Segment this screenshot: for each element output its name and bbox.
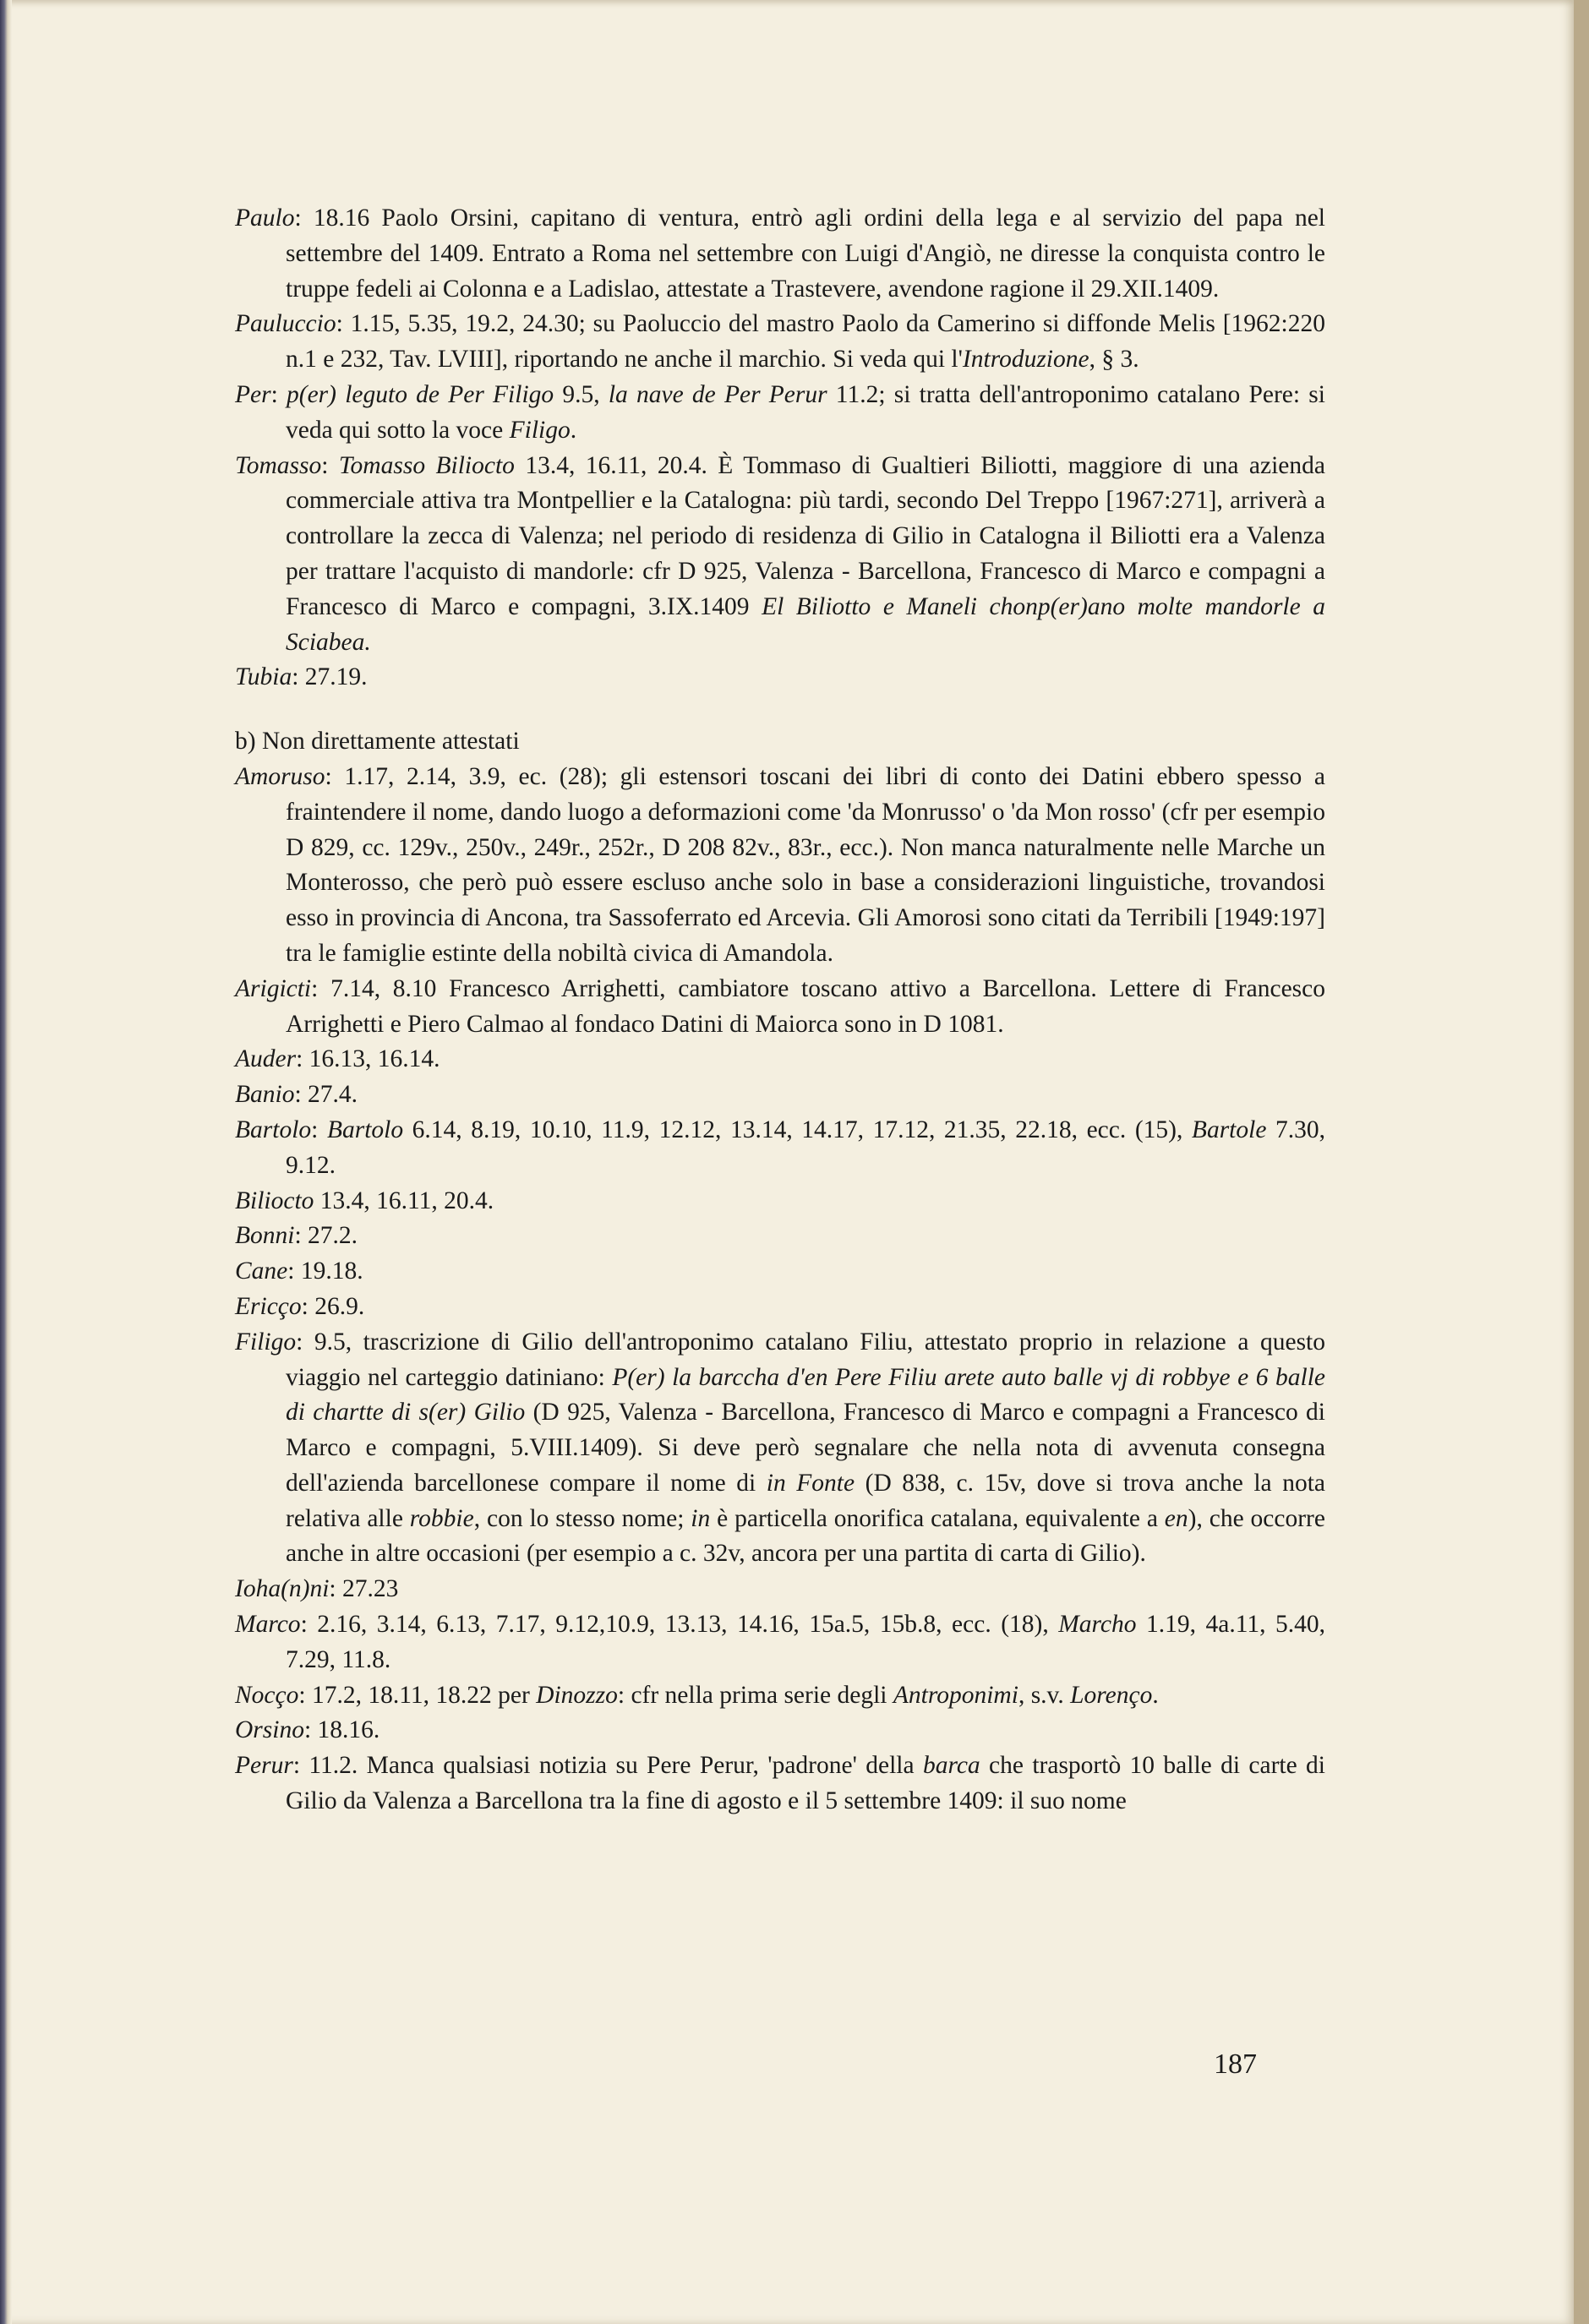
entry-headword: Auder — [235, 1045, 297, 1073]
entry-text: Introduzione — [962, 346, 1089, 374]
entry-headword: Arigicti — [235, 974, 312, 1002]
entry-text: , § 3. — [1089, 346, 1139, 374]
entry-headword: Paulo — [235, 205, 295, 232]
entry-text: : 16.13, 16.14. — [296, 1045, 440, 1073]
glossary-entry — [235, 1077, 1325, 1113]
entry-text: : cfr nella prima serie degli — [617, 1681, 893, 1709]
glossary-entry — [235, 1607, 1325, 1678]
entry-text: El Biliotto e Maneli chonp(er)ano molte mandorle a Sciabea. — [286, 592, 1325, 656]
entry-text: : 18.16 Paolo Orsini, capitano di ventura, entrò agli ordini della lega e al servizio del papa nel settembre del 1409. Entrato a Roma nel settembre con Luigi d'Angiò, ne diresse la conquista contro le truppe fedeli ai Colonna e a Ladislao, attestate a Trastevere, avendone ragione il 29.XII.1409. — [286, 205, 1325, 303]
entry-text: en — [1164, 1504, 1188, 1532]
entry-text: : — [311, 1116, 327, 1143]
entry-text: (D 838, c. 15v, dove si trova anche la nota relativa alle — [286, 1469, 1325, 1532]
entry-headword: Per — [235, 380, 271, 408]
entry-headword: Ioha(n)ni — [235, 1575, 330, 1603]
entry-text: è particella onorifica catalana, equivalente a — [710, 1504, 1165, 1532]
entry-text: 11.2; si tratta dell'antroponimo catalano Pere: si veda qui sotto la voce — [286, 380, 1325, 444]
entry-text: : 7.14, 8.10 Francesco Arrighetti, cambiatore toscano attivo a Barcellona. Lettere di Francesco Arrighetti e Piero Calmao al fondaco Datini di Maiorca sono in D 1081. — [286, 974, 1325, 1038]
entry-headword: Amoruso — [235, 762, 325, 790]
entry-text: Marcho — [1058, 1611, 1137, 1639]
glossary-entry — [235, 1219, 1325, 1254]
glossary-entry — [235, 1113, 1325, 1184]
entry-headword: Biliocto — [235, 1187, 314, 1214]
entry-text: p(er) leguto de Per Filigo — [287, 380, 554, 408]
glossary-entry — [235, 760, 1325, 972]
entry-headword: Orsino — [235, 1716, 304, 1744]
entry-text: . — [1152, 1681, 1159, 1709]
entry-text: : 19.18. — [287, 1257, 363, 1285]
entry-text: 7.30, 9.12. — [286, 1116, 1325, 1179]
entry-text: : 27.2. — [294, 1222, 358, 1250]
entry-text: : 27.23 — [329, 1575, 399, 1603]
entry-headword: Nocço — [235, 1681, 299, 1709]
entry-text: Bartole — [1191, 1116, 1267, 1143]
glossary-entry — [235, 1042, 1325, 1077]
entry-headword: Perur — [235, 1752, 293, 1780]
glossary-entry — [235, 1572, 1325, 1607]
glossary-entry — [235, 1678, 1325, 1714]
entry-text: in — [691, 1504, 711, 1532]
entry-text: , s.v. — [1018, 1681, 1071, 1709]
glossary-entry — [235, 1713, 1325, 1748]
glossary-entry — [235, 449, 1325, 661]
entry-text: Dinozzo — [536, 1681, 618, 1709]
entry-text: 9.5, — [554, 380, 609, 408]
entry-text: : — [270, 380, 287, 408]
glossary-entry — [235, 201, 1325, 307]
entry-text: 1.19, 4a.11, 5.40, 7.29, 11.8. — [286, 1611, 1326, 1673]
entry-text: 13.4, 16.11, 20.4. — [314, 1187, 494, 1214]
glossary-entry — [235, 660, 1325, 696]
glossary-entry — [235, 1184, 1325, 1219]
entry-headword: Marco — [235, 1611, 301, 1639]
entries-list-b — [235, 760, 1325, 1819]
glossary-entry — [235, 1290, 1325, 1325]
glossary-entry — [235, 378, 1325, 449]
entry-text: ), che occorre anche in altre occasioni (per esempio a c. 32v, ancora per una partita di carta di Gilio). — [286, 1504, 1325, 1568]
glossary-entry — [235, 1254, 1325, 1290]
entry-headword: Tubia — [235, 663, 292, 691]
entry-text: : 1.15, 5.35, 19.2, 24.30; su Paoluccio del mastro Paolo da Camerino si diffonde Melis [1962:220 n.1 e 232, Tav. LVIII], riportando ne anche il marchio. Si veda qui l' — [286, 310, 1325, 374]
entry-text: : — [321, 451, 339, 479]
entry-text: : 17.2, 18.11, 18.22 per — [298, 1681, 537, 1709]
book-binding-edge — [0, 0, 12, 2324]
entry-text: : 26.9. — [301, 1292, 365, 1320]
entry-headword: Bartolo — [235, 1116, 312, 1143]
entry-text: Lorenço — [1070, 1681, 1153, 1709]
entry-text: che trasportò 10 balle di carte di Gilio da Valenza a Barcellona tra la fine di agosto e il 5 settembre 1409: il suo nome — [286, 1752, 1325, 1815]
page-number: 187 — [1214, 2049, 1257, 2080]
entry-headword: Filigo — [235, 1328, 297, 1356]
entry-text: Filigo — [509, 416, 571, 444]
entry-text: : 2.16, 3.14, 6.13, 7.17, 9.12,10.9, 13.13, 14.16, 15a.5, 15b.8, ecc. (18), — [300, 1611, 1059, 1639]
entry-text: Tomasso Biliocto — [338, 451, 515, 479]
entry-text: 13.4, 16.11, 20.4. È Tommaso di Gualtieri Biliotti, maggiore di una azienda commerciale attiva tra Montpellier e la Catalogna: più tardi, secondo Del Treppo [1967:271], arriverà a controllare la zecca di Valenza; nel periodo di residenza di Gilio in Catalogna il Biliotti era a Valenza per trattare l'acquisto di mandorle: cfr D 925, Valenza - Barcellona, Francesco di Marco e compagni a Francesco di Marco e compagni, 3.IX.1409 — [286, 451, 1325, 620]
section-heading: b) Non direttamente attestati — [235, 728, 520, 756]
glossary-entry — [235, 972, 1325, 1043]
text-body — [235, 201, 1325, 1819]
section-gap — [235, 696, 1325, 724]
glossary-entry — [235, 1325, 1325, 1573]
entry-text: : 27.4. — [294, 1081, 358, 1109]
entry-text: : 11.2. Manca qualsiasi notizia su Pere Perur, 'padrone' della — [292, 1752, 923, 1780]
entry-headword: Ericço — [235, 1292, 302, 1320]
entry-text: : 27.19. — [292, 663, 368, 691]
entry-headword: Tomasso — [235, 451, 322, 479]
entry-headword: Bonni — [235, 1222, 295, 1250]
entry-text: barca — [922, 1752, 980, 1780]
entry-text: Bartolo — [326, 1116, 404, 1143]
entry-headword: Pauluccio — [235, 310, 336, 338]
glossary-entry — [235, 307, 1325, 378]
entry-text: , con lo stesso nome; — [473, 1504, 691, 1532]
entry-text: 6.14, 8.19, 10.10, 11.9, 12.12, 13.14, 14.17, 17.12, 21.35, 22.18, ecc. (15), — [403, 1116, 1192, 1143]
entry-text: : 1.17, 2.14, 3.9, ec. (28); gli estensori toscani dei libri di conto dei Datini ebbero spesso a fraintendere il nome, dando luogo a deformazioni come 'da Monrusso' o 'da Mon rosso' (cfr per esempio D 829, cc. 129v., 250v., 249r., 252r., D 208 82v., 83r., ecc.). Non manca naturalmente nelle Marche un Monterosso, che però può essere escluso anche solo in base a considerazioni linguistiche, trovandosi esso in provincia di Ancona, tra Sassoferrato ed Arcevia. Gli Amorosi sono citati da Terribili [1949:197] tra le famiglie estinte della nobiltà civica di Amandola. — [286, 762, 1325, 967]
glossary-entry — [235, 1748, 1325, 1819]
entry-text: : 18.16. — [303, 1716, 380, 1744]
entry-text: in Fonte — [766, 1469, 855, 1497]
entry-headword: Cane — [235, 1257, 288, 1285]
entry-text: (D 925, Valenza - Barcellona, Francesco di Marco e compagni a Francesco di Marco e compagni, 5.VIII.1409). Si deve però segnalare che nella nota di avvenuta consegna dell'azienda barcellonese compare il nome di — [286, 1399, 1326, 1497]
entry-text: : 9.5, trascrizione di Gilio dell'antroponimo catalano Filiu, attestato proprio in relazione a questo viaggio nel carteggio datiniano: — [286, 1328, 1325, 1391]
entry-text: P(er) la barccha d'en Pere Filiu arete auto balle vj di robbye e 6 balle di chartte di s(er) Gilio — [286, 1363, 1325, 1427]
entry-headword: Banio — [235, 1081, 295, 1109]
entry-text: . — [570, 416, 577, 444]
entry-text: robbie — [409, 1504, 474, 1532]
entry-text: Antroponimi — [893, 1681, 1018, 1709]
entry-text: la nave de Per Perur — [608, 380, 827, 408]
entries-list-a — [235, 201, 1325, 696]
